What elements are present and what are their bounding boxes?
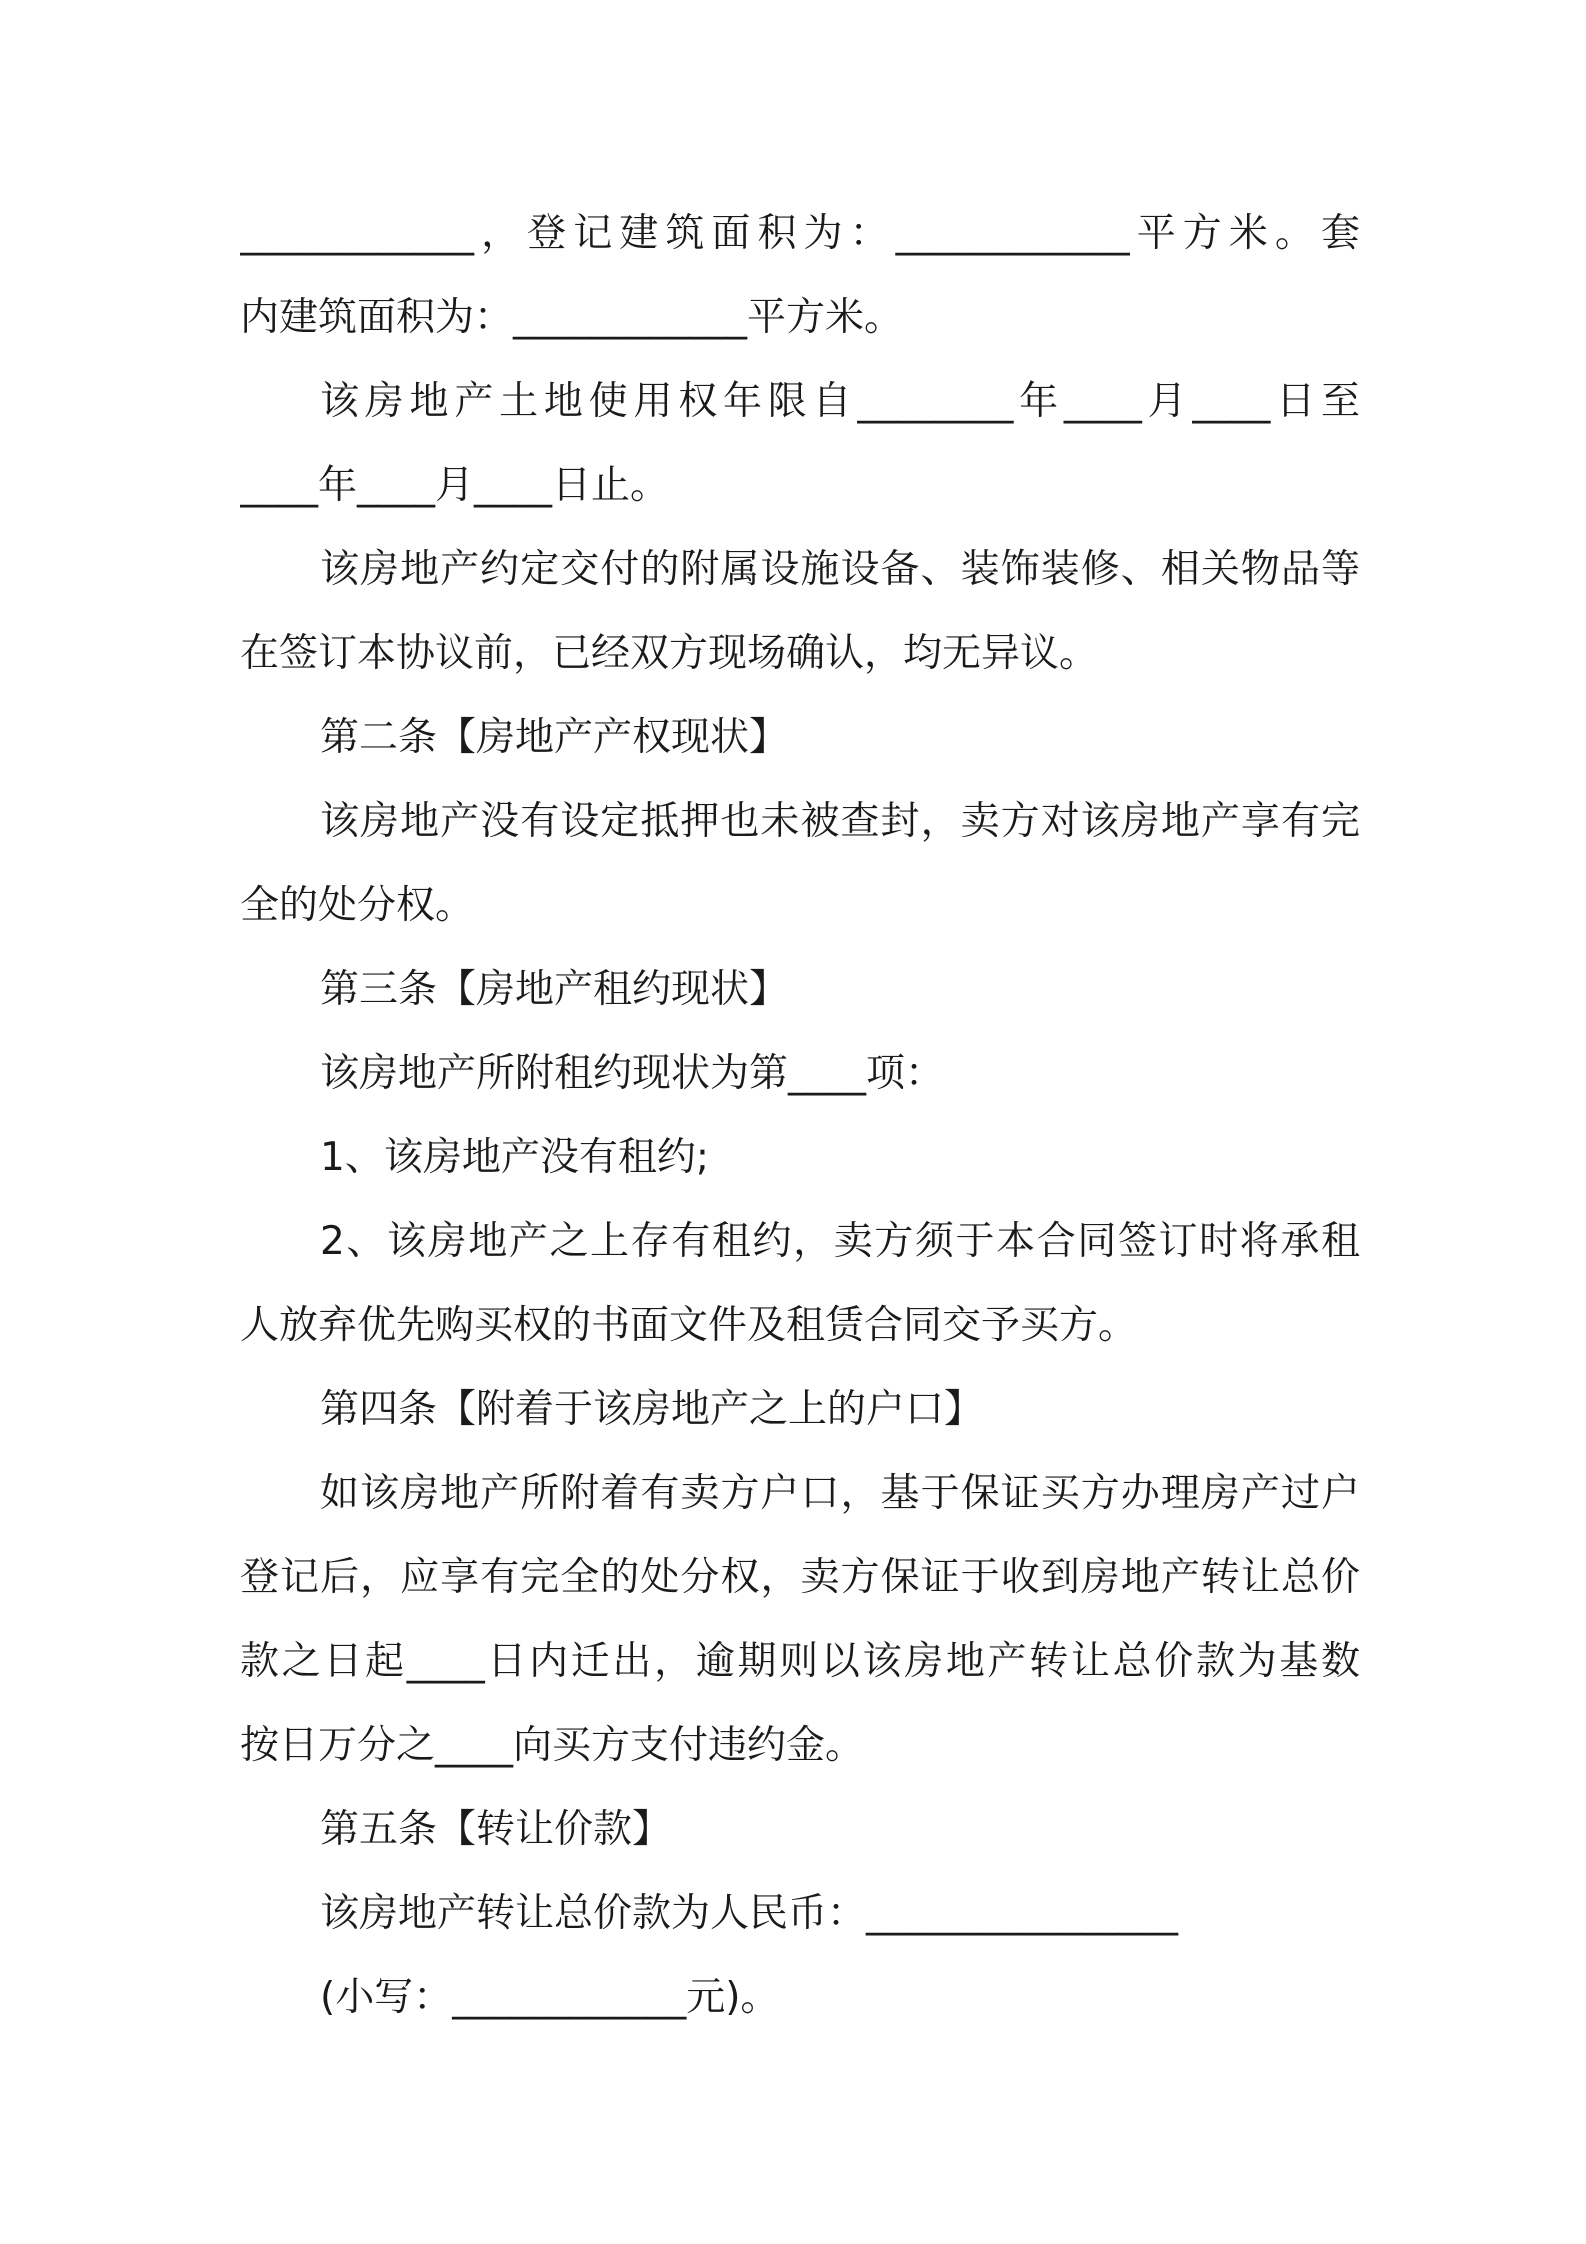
facilities-line-2: 在签订本协议前，已经双方现场确认，均无异议。 [240,631,1099,676]
area-line-1: ____________，登记建筑面积为：____________平方米。套 [240,211,1360,256]
article-3-item-2-line-2: 人放弃优先购买权的书面文件及租赁合同交予买方。 [240,1303,1138,1348]
article-4-text-line-4: 按日万分之____向买方支付违约金。 [240,1723,865,1768]
article-5-heading: 第五条【转让价款】 [320,1807,672,1852]
article-4-text-line-1: 如该房地产所附着有卖方户口，基于保证买方办理房产过户 [320,1471,1360,1516]
document-body [240,192,1360,2040]
article-3-item-1: 1、该房地产没有租约; [320,1135,709,1180]
facilities-line-1: 该房地产约定交付的附属设施设备、装饰装修、相关物品等 [320,547,1360,592]
area-line-2: 内建筑面积为：____________平方米。 [240,295,904,340]
article-3-text: 该房地产所附租约现状为第____项： [320,1051,945,1096]
article-4-text-line-3: 款之日起____日内迁出，逾期则以该房地产转让总价款为基数 [240,1639,1360,1684]
article-5-text-line-2: (小写：____________元)。 [320,1975,780,2020]
article-3-item-2-line-1: 2、该房地产之上存有租约，卖方须于本合同签订时将承租 [320,1219,1360,1264]
article-4-text-line-2: 登记后，应享有完全的处分权，卖方保证于收到房地产转让总价 [240,1555,1360,1600]
land-term-line-1: 该房地产土地使用权年限自________年____月____日至 [320,379,1360,424]
article-5-text-line-1: 该房地产转让总价款为人民币：________________ [320,1891,1179,1936]
article-4-heading: 第四条【附着于该房地产之上的户口】 [320,1387,984,1432]
article-3-heading: 第三条【房地产租约现状】 [320,967,789,1012]
article-2-heading: 第二条【房地产产权现状】 [320,715,789,760]
article-2-text-line-1: 该房地产没有设定抵押也未被查封，卖方对该房地产享有完 [320,799,1360,844]
land-term-line-2: ____年____月____日止。 [240,463,670,508]
article-2-text-line-2: 全的处分权。 [240,883,475,928]
